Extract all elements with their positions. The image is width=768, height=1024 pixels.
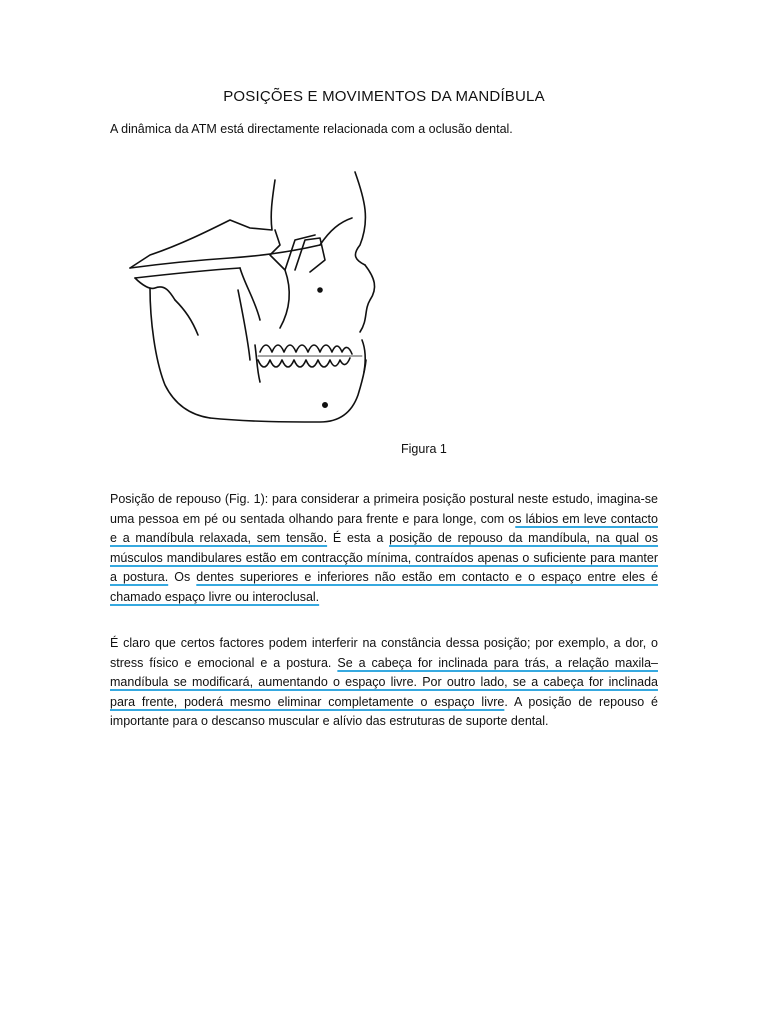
underlined-text: s lábios em leve contacto e a mandíbula relaxada, sem tensão. <box>110 511 658 545</box>
paragraph-text: Posição de repouso (Fig. 1): para considerar a primeira posição postural neste estudo, imagina-se uma pessoa em pé ou sentada olhando para frente e para longe, com o <box>110 492 658 526</box>
underlined-text: Se a cabeça for inclinada para trás, a relação maxila–mandíbula se modificará, aumentando o espaço livre. Por outro lado, se a cabeça for inclinada para frente, poderá mesmo eliminar completamente o espaço livre <box>110 655 658 709</box>
skull-jaw-illustration <box>120 160 410 460</box>
paragraph-text: É claro que certos factores podem interferir na constância dessa posição; por exemplo, a dor, o stress físico e emocional e a postura. <box>110 636 658 670</box>
intro-text: A dinâmica da ATM está directamente relacionada com a oclusão dental. <box>110 122 513 136</box>
underlined-text: posição de repouso da mandíbula, na qual os músculos mandibulares estão em contracção mínima, contraídos apenas o suficiente para manter a postura. <box>110 531 659 584</box>
underlined-text: dentes superiores e inferiores não estão em contacto e o espaço entre eles é chamado espaço livre ou interoclusal. <box>110 570 659 604</box>
paragraph-text: . A posição de repouso é importante para o descanso muscular e alívio das estruturas de suporte dental. <box>110 694 658 728</box>
paragraph-rest-position <box>110 490 658 607</box>
paragraph-text: Os <box>168 570 197 584</box>
paragraph-text: É esta a <box>327 531 390 545</box>
paragraph-interfering-factors <box>110 634 658 732</box>
figure-caption: Figura 1 <box>401 442 447 456</box>
page-title: POSIÇÕES E MOVIMENTOS DA MANDÍBULA <box>223 88 545 105</box>
